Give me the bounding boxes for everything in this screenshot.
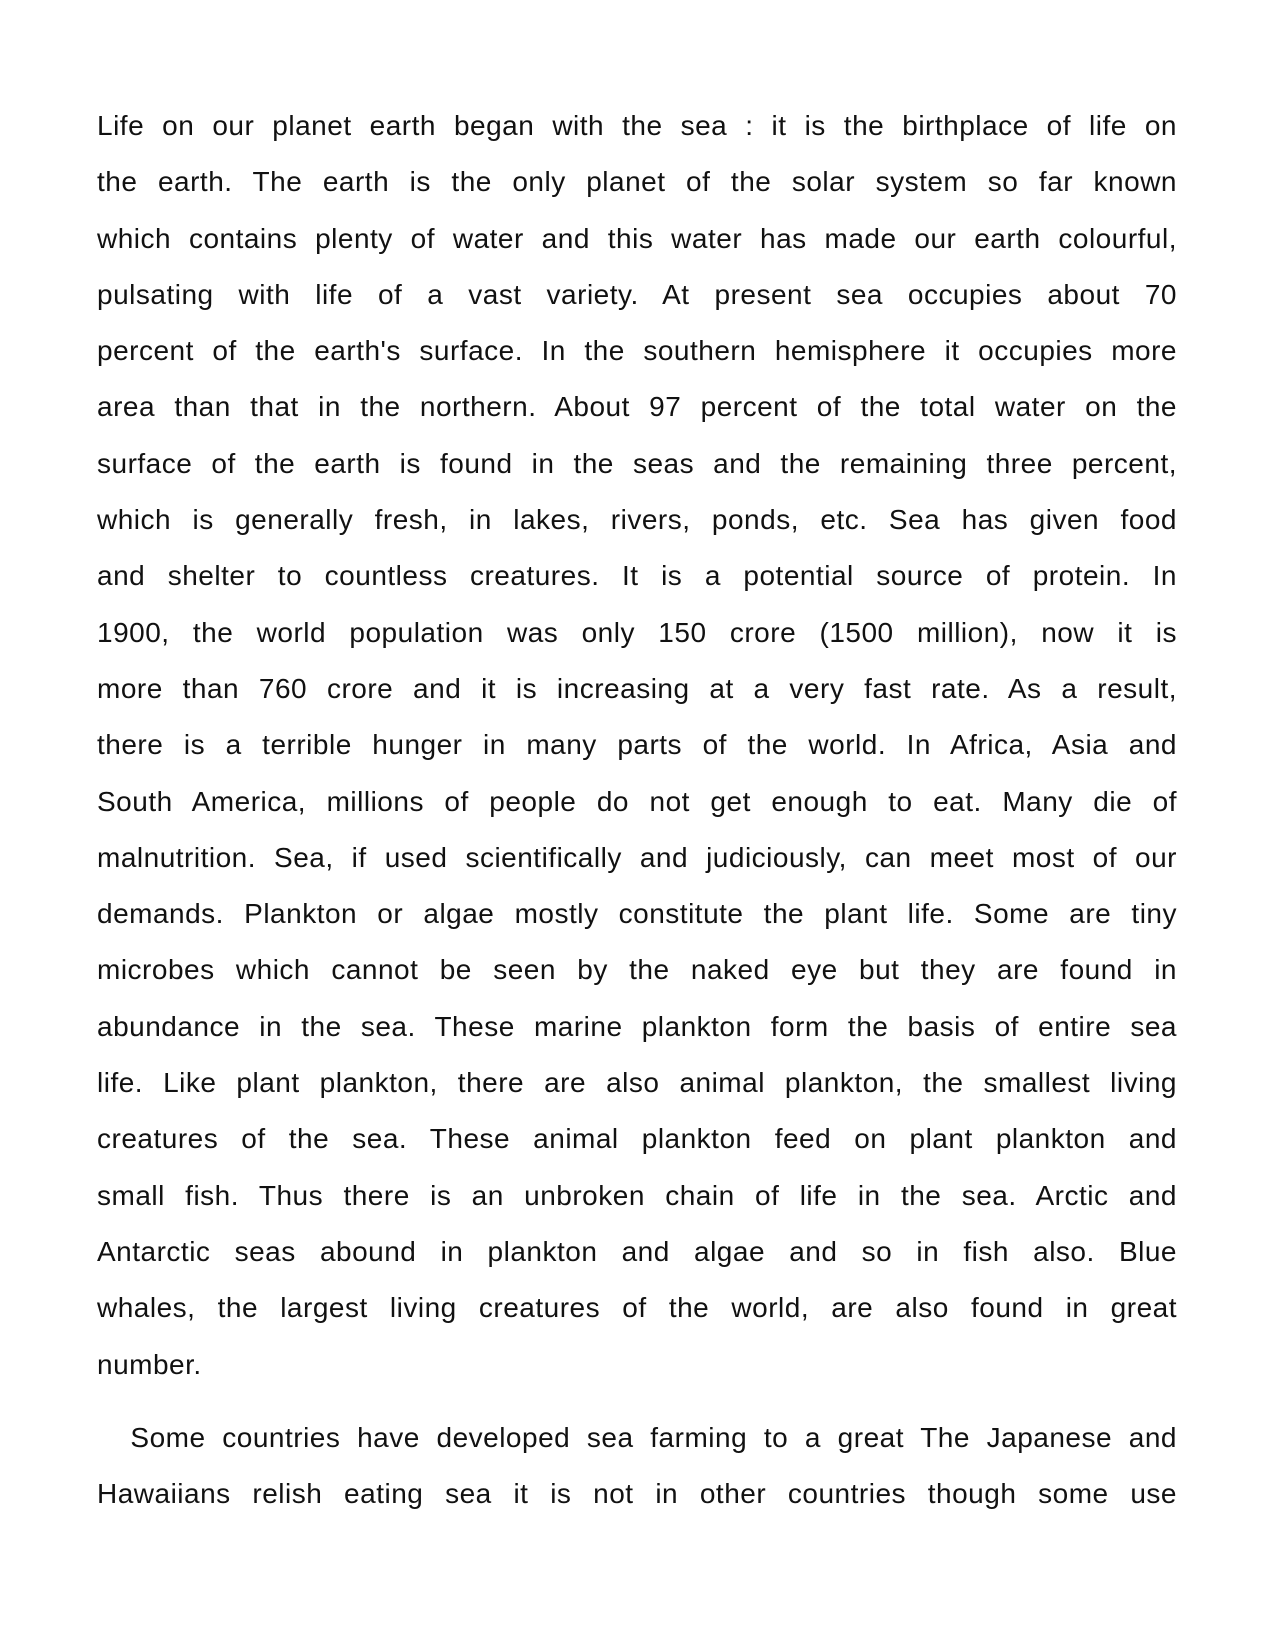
text-line: surface of the earth is found in the seas and the remaining three percent, (97, 447, 1177, 479)
text-line: abundance in the sea. These marine plankton form the basis of entire sea (97, 1010, 1177, 1042)
text-line: which is generally fresh, in lakes, rivers, ponds, etc. Sea has given food (97, 504, 1177, 536)
text-line: whales, the largest living creatures of the world, are also found in great (97, 1292, 1177, 1324)
text-line: which contains plenty of water and this water has made our earth colourful, (97, 222, 1177, 254)
text-line: pulsating with life of a vast variety. At present sea occupies about 70 (97, 278, 1177, 310)
text-line: microbes which cannot be seen by the naked eye but they are found in (97, 954, 1177, 986)
text-line: Life on our planet earth began with the sea : it is the birthplace of life on (97, 110, 1177, 141)
text-line: malnutrition. Sea, if used scientifically and judiciously, can meet most of our (97, 841, 1177, 873)
text-line: demands. Plankton or algae mostly constitute the plant life. Some are tiny (97, 898, 1177, 930)
paragraph-1 (97, 110, 1177, 1405)
text-line: percent of the earth's surface. In the southern hemisphere it occupies more (97, 335, 1177, 367)
text-line: number. (97, 1348, 202, 1380)
text-line: small fish. Thus there is an unbroken chain of life in the sea. Arctic and (97, 1179, 1177, 1211)
text-line: 1900, the world population was only 150 crore (1500 million), now it is (97, 616, 1177, 648)
text-line: life. Like plant plankton, there are also animal plankton, the smallest living (97, 1067, 1177, 1099)
text-line: Hawaiians relish eating sea it is not in other countries though some use (97, 1478, 1177, 1509)
text-line: South America, millions of people do not get enough to eat. Many die of (97, 785, 1177, 817)
paragraph-2 (97, 1422, 1177, 1534)
text-line: creatures of the sea. These animal plankton feed on plant plankton and (97, 1123, 1177, 1155)
text-line: Some countries have developed sea farming to a great The Japanese and (97, 1422, 1177, 1453)
text-line: more than 760 crore and it is increasing at a very fast rate. As a result, (97, 672, 1177, 704)
text-line: the earth. The earth is the only planet of the solar system so far known (97, 166, 1177, 198)
text-line: Antarctic seas abound in plankton and algae and so in fish also. Blue (97, 1235, 1177, 1267)
text-line: there is a terrible hunger in many parts of the world. In Africa, Asia and (97, 729, 1177, 761)
text-line: area than that in the northern. About 97 percent of the total water on the (97, 391, 1177, 423)
text-line: and shelter to countless creatures. It is a potential source of protein. In (97, 560, 1177, 592)
